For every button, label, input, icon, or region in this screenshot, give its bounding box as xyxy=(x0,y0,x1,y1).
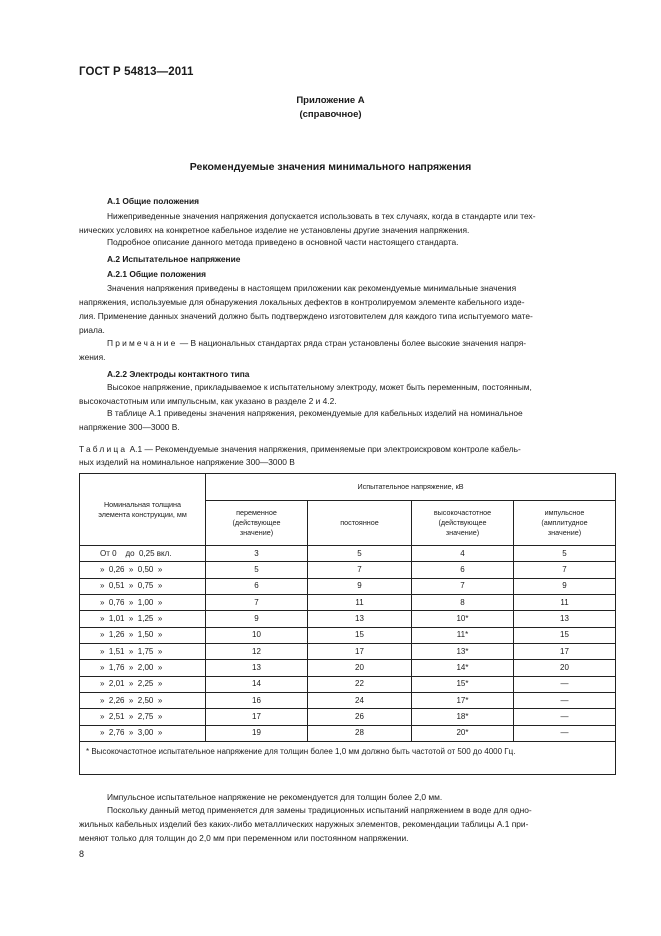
cell-impulse: 9 xyxy=(514,578,616,594)
cell-hf: 11* xyxy=(412,627,514,643)
page-number: 8 xyxy=(79,849,85,859)
table-row xyxy=(80,611,616,627)
para-line: напряжения, используемые для обнаружения локальных дефектов в контролируемом элементе кабельного изде- xyxy=(79,297,525,307)
cell-dc: 9 xyxy=(308,578,412,594)
cell-ac: 13 xyxy=(206,660,308,676)
table-caption-text: А.1 — Рекомендуемые значения напряжения, применяемые при электроискровом контроле кабель- xyxy=(127,444,521,454)
cell-thickness: » 1,26 » 1,50 » xyxy=(80,627,206,643)
cell-impulse: — xyxy=(514,676,616,692)
main-title: Рекомендуемые значения минимального напряжения xyxy=(189,161,472,173)
cell-ac: 10 xyxy=(206,627,308,643)
para-line: риала. xyxy=(79,325,105,335)
para-line: нических условиях на конкретное кабельное изделие не установлены другие значения напряжения. xyxy=(79,225,470,235)
cell-impulse: 20 xyxy=(514,660,616,676)
cell-dc: 17 xyxy=(308,644,412,660)
header-test-voltage: Испытательное напряжение, кВ xyxy=(206,474,616,501)
cell-hf: 18* xyxy=(412,709,514,725)
section-a1-paragraph-2 xyxy=(79,235,615,249)
table-row xyxy=(80,546,616,562)
para-line: меняют только для толщин до 2,0 мм при переменном или постоянном напряжении. xyxy=(79,833,409,843)
cell-thickness: От 0 до 0,25 вкл. xyxy=(80,546,206,562)
cell-impulse: 7 xyxy=(514,562,616,578)
table-caption xyxy=(79,443,615,469)
note xyxy=(79,336,615,364)
para-line: Высокое напряжение, прикладываемое к испытательному электроду, может быть переменным, постоянным, xyxy=(107,382,532,392)
table-row xyxy=(80,595,616,611)
cell-impulse: — xyxy=(514,709,616,725)
header-thickness: Номинальная толщина элемента конструкции, мм xyxy=(80,474,206,546)
section-a22-paragraph-2 xyxy=(79,406,615,434)
cell-thickness: » 2,76 » 3,00 » xyxy=(80,725,206,741)
cell-thickness: » 1,51 » 1,75 » xyxy=(80,644,206,660)
table-row xyxy=(80,709,616,725)
appendix-subtitle: (справочное) xyxy=(299,109,362,120)
cell-dc: 22 xyxy=(308,676,412,692)
cell-hf: 10* xyxy=(412,611,514,627)
cell-impulse: 11 xyxy=(514,595,616,611)
para-line: Подробное описание данного метода приведено в основной части настоящего стандарта. xyxy=(107,237,459,247)
header-ac: переменное (действующее значение) xyxy=(206,501,308,546)
section-a21-paragraph xyxy=(79,281,615,337)
cell-ac: 14 xyxy=(206,676,308,692)
cell-ac: 3 xyxy=(206,546,308,562)
cell-ac: 19 xyxy=(206,725,308,741)
cell-hf: 20* xyxy=(412,725,514,741)
cell-ac: 17 xyxy=(206,709,308,725)
cell-thickness: » 2,01 » 2,25 » xyxy=(80,676,206,692)
note-text-cont: жения. xyxy=(79,352,106,362)
section-a22-heading: А.2.2 Электроды контактного типа xyxy=(107,369,250,379)
para-line: напряжение 300—3000 В. xyxy=(79,422,180,432)
cell-hf: 6 xyxy=(412,562,514,578)
note-label: Примечание xyxy=(107,338,178,348)
cell-impulse: 15 xyxy=(514,627,616,643)
cell-hf: 14* xyxy=(412,660,514,676)
cell-ac: 12 xyxy=(206,644,308,660)
para-line: Значения напряжения приведены в настоящем приложении как рекомендуемые минимальные значения xyxy=(107,283,517,293)
cell-ac: 9 xyxy=(206,611,308,627)
cell-impulse: — xyxy=(514,725,616,741)
standard-code: ГОСТ Р 54813—2011 xyxy=(79,66,194,78)
cell-dc: 28 xyxy=(308,725,412,741)
section-a1-paragraph-1 xyxy=(79,209,615,237)
cell-hf: 17* xyxy=(412,693,514,709)
cell-hf: 13* xyxy=(412,644,514,660)
cell-impulse: 13 xyxy=(514,611,616,627)
section-a2-heading: А.2 Испытательное напряжение xyxy=(107,254,241,264)
table-caption-label: Таблица xyxy=(79,444,128,454)
table-row xyxy=(80,725,616,741)
appendix-title: Приложение А xyxy=(296,95,365,106)
cell-ac: 7 xyxy=(206,595,308,611)
cell-hf: 7 xyxy=(412,578,514,594)
section-a22-paragraph-1 xyxy=(79,380,615,408)
cell-thickness: » 1,76 » 2,00 » xyxy=(80,660,206,676)
table-row xyxy=(80,693,616,709)
table-row xyxy=(80,676,616,692)
cell-impulse: — xyxy=(514,693,616,709)
note-text: — В национальных стандартах ряда стран установлены более высокие значения напря- xyxy=(177,338,527,348)
cell-thickness: » 2,26 » 2,50 » xyxy=(80,693,206,709)
cell-dc: 7 xyxy=(308,562,412,578)
cell-dc: 26 xyxy=(308,709,412,725)
after-paragraph-1 xyxy=(79,790,615,804)
cell-dc: 15 xyxy=(308,627,412,643)
cell-hf: 8 xyxy=(412,595,514,611)
cell-ac: 16 xyxy=(206,693,308,709)
header-hf: высокочастотное (действующее значение) xyxy=(412,501,514,546)
para-line: Нижеприведенные значения напряжения допускается использовать в тех случаях, когда в стандарте или тех- xyxy=(107,211,536,221)
table-row xyxy=(80,562,616,578)
table-row xyxy=(80,644,616,660)
section-a1-heading: А.1 Общие положения xyxy=(107,196,200,206)
cell-ac: 5 xyxy=(206,562,308,578)
after-paragraph-2 xyxy=(79,803,615,845)
cell-dc: 5 xyxy=(308,546,412,562)
cell-thickness: » 0,26 » 0,50 » xyxy=(80,562,206,578)
cell-thickness: » 0,51 » 0,75 » xyxy=(80,578,206,594)
para-line: В таблице А.1 приведены значения напряжения, рекомендуемые для кабельных изделий на номинальное xyxy=(107,408,523,418)
cell-hf: 4 xyxy=(412,546,514,562)
cell-impulse: 17 xyxy=(514,644,616,660)
voltage-table xyxy=(79,473,616,775)
cell-dc: 24 xyxy=(308,693,412,709)
table-row xyxy=(80,660,616,676)
cell-thickness: » 0,76 » 1,00 » xyxy=(80,595,206,611)
cell-dc: 11 xyxy=(308,595,412,611)
table-row xyxy=(80,578,616,594)
table-row xyxy=(80,627,616,643)
header-impulse: импульсное (амплитудное значение) xyxy=(514,501,616,546)
cell-impulse: 5 xyxy=(514,546,616,562)
cell-ac: 6 xyxy=(206,578,308,594)
cell-thickness: » 1,01 » 1,25 » xyxy=(80,611,206,627)
cell-thickness: » 2,51 » 2,75 » xyxy=(80,709,206,725)
para-line: Импульсное испытательное напряжение не рекомендуется для толщин более 2,0 мм. xyxy=(107,792,443,802)
header-dc: постоянное xyxy=(308,501,412,546)
para-line: жильных кабельных изделий без каких-либо металлических наружных элементов, рекомендации таблицы А.1 при- xyxy=(79,819,529,829)
table-footnote: * Высокочастотное испытательное напряжение для толщин более 1,0 мм должно быть частотой от 500 до 4000 Гц. xyxy=(80,742,616,775)
cell-dc: 13 xyxy=(308,611,412,627)
table-caption-text-cont: ных изделий на номинальное напряжение 300—3000 В xyxy=(79,457,295,467)
para-line: высокочастотным или импульсным, как указано в разделе 2 и 4.2. xyxy=(79,396,337,406)
para-line: лия. Применение данных значений должно быть подтверждено изготовителем для каждого типа испытуемого мате- xyxy=(79,311,533,321)
cell-dc: 20 xyxy=(308,660,412,676)
section-a21-heading: А.2.1 Общие положения xyxy=(107,269,206,279)
para-line: Поскольку данный метод применяется для замены традиционных испытаний напряжением в воде для одно- xyxy=(107,805,532,815)
cell-hf: 15* xyxy=(412,676,514,692)
